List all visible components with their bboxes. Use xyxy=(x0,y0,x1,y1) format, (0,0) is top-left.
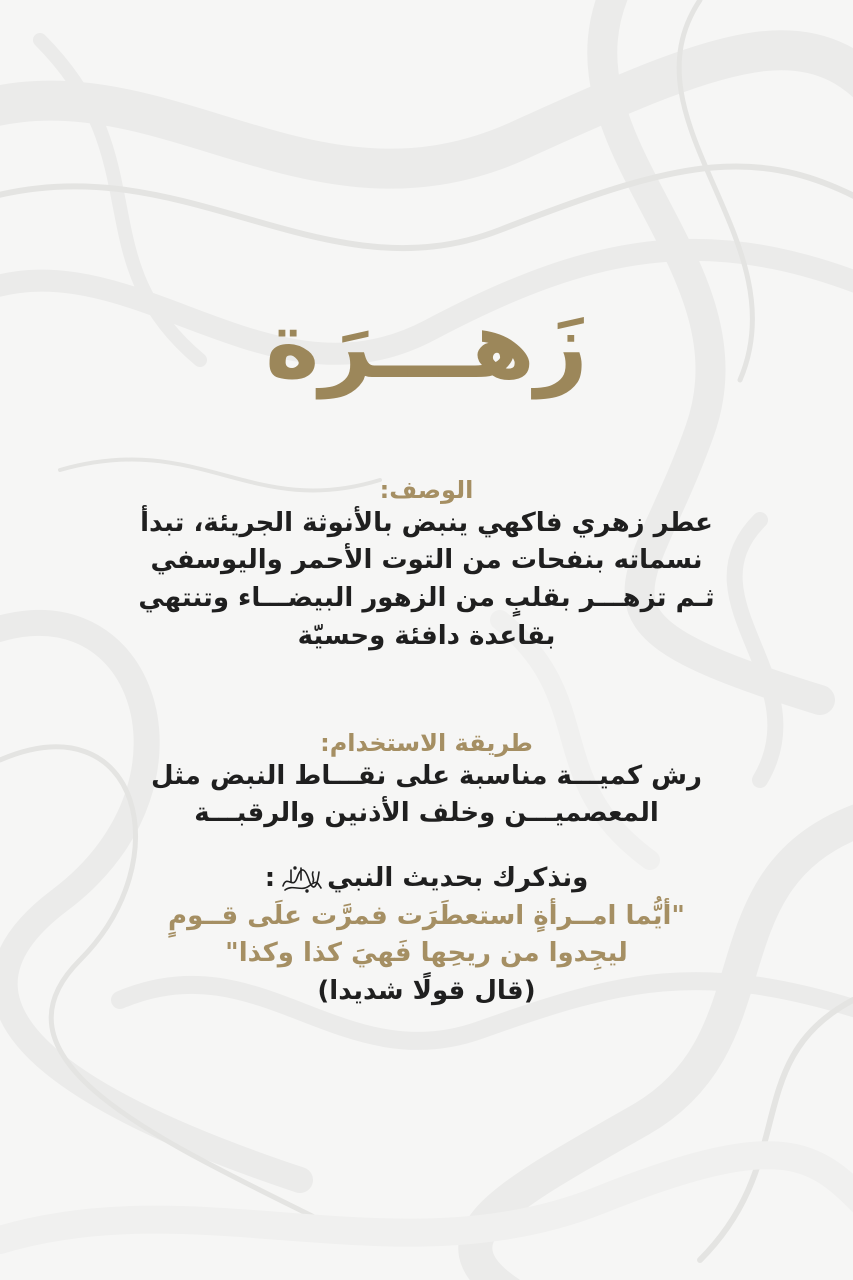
description-section xyxy=(120,476,733,656)
hadith-colon: : xyxy=(264,863,276,893)
hadith-section xyxy=(120,860,733,1011)
description-line: عطر زهري فاكهي ينبض بالأنوثة الجريئة، تبدأ xyxy=(140,507,713,538)
salawat-calligraphy-icon xyxy=(279,864,323,894)
hadith-quote-line: "أيُّما امــرأةٍ استعطَرَت فمرَّت علَى قــومٍ xyxy=(168,900,685,931)
product-title: زَهـــرَة xyxy=(265,292,588,399)
description-line: نسماته بنفحات من التوت الأحمر واليوسفي xyxy=(150,545,703,576)
usage-line: المعصميـــن وخلف الأذنين والرقبـــة xyxy=(194,798,659,829)
usage-line: رش كميـــة مناسبة على نقـــاط النبض مثل xyxy=(150,760,703,791)
usage-heading: طريقة الاستخدام: xyxy=(320,729,533,757)
description-line: ثـم تزهـــر بقلبٍ من الزهور البيضـــاء وتنتهي xyxy=(138,583,715,614)
hadith-note: (قال قولًا شديدا) xyxy=(317,976,536,1007)
hadith-quote-line: ليجِدوا من ريحِها فَهيَ كذا وكذا" xyxy=(225,938,628,969)
hadith-intro: ونذكرك بحديث النبي xyxy=(327,863,589,893)
description-line: بقاعدة دافئة وحسيّة xyxy=(297,620,556,651)
hadith-intro-line xyxy=(120,860,733,898)
usage-section xyxy=(120,729,733,833)
description-heading: الوصف: xyxy=(379,476,474,504)
